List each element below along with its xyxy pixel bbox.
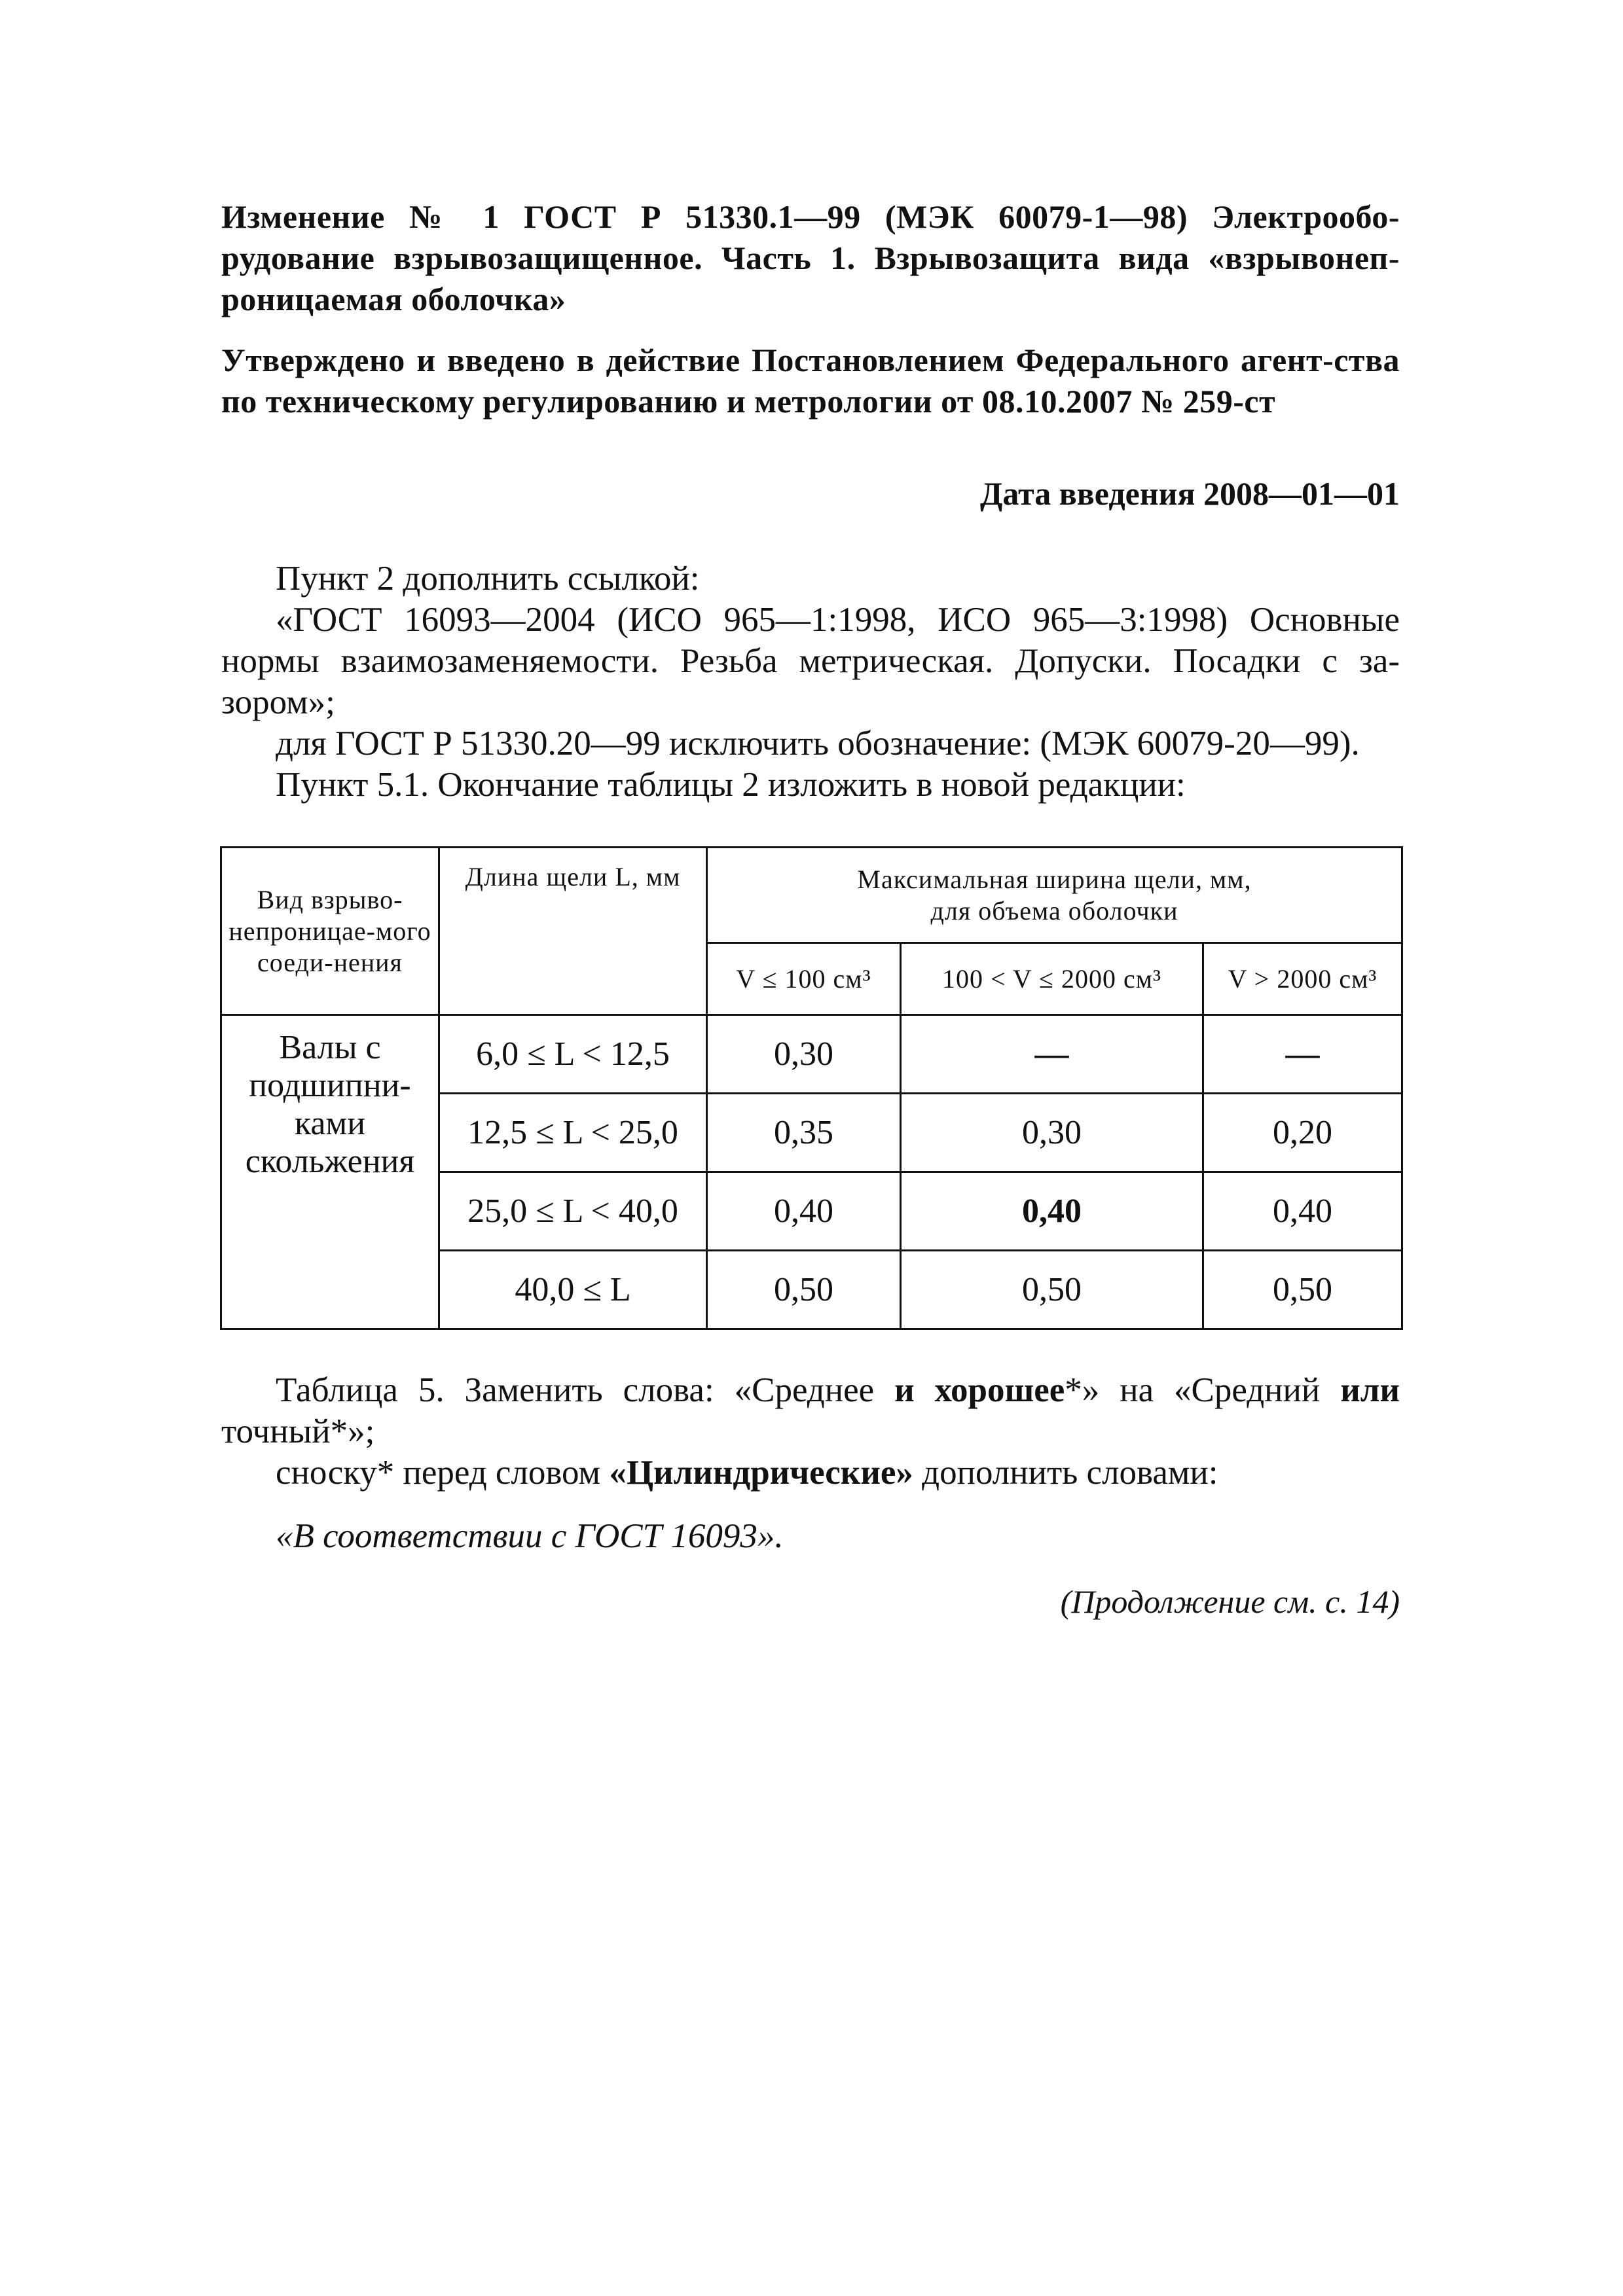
cell-value: 0,50 [1203, 1251, 1402, 1329]
cell-value: 0,30 [901, 1094, 1203, 1172]
cell-value: — [901, 1015, 1203, 1094]
table-row [221, 1015, 1402, 1094]
paragraph-exclude-designation: для ГОСТ Р 51330.20—99 исключить обозначение: (МЭК 60079-20—99). [276, 725, 1360, 762]
header-volume-medium: 100 < V ≤ 2000 см³ [901, 943, 1203, 1015]
cell-length: 6,0 ≤ L < 12,5 [439, 1015, 707, 1094]
text-segment: сноску* перед словом [276, 1454, 610, 1492]
paragraph-footnote [221, 1452, 1400, 1494]
header-gap-length: Длина щели L, мм [439, 848, 707, 1015]
gap-width-table [220, 846, 1403, 1330]
paragraph-quote: «В соответствии с ГОСТ 16093». [276, 1517, 784, 1555]
text-segment: *» на «Средний [1065, 1371, 1341, 1409]
cell-length: 40,0 ≤ L [439, 1251, 707, 1329]
row-label-shafts: Валы с подшипни-ками скольжения [221, 1015, 439, 1329]
cell-value: 0,30 [707, 1015, 901, 1094]
approval-statement: Утверждено и введено в действие Постановлением Федерального агент-ства по техническому регулированию и метрологии от 08.10.2007 № 259-ст [221, 342, 1400, 420]
cell-value: 0,50 [707, 1251, 901, 1329]
text-segment: дополнить словами: [913, 1454, 1218, 1492]
paragraph-reference-add: Пункт 2 дополнить ссылкой: [276, 560, 700, 598]
header-volume-large: V > 2000 см³ [1203, 943, 1402, 1015]
cell-length: 12,5 ≤ L < 25,0 [439, 1094, 707, 1172]
cell-value: 0,20 [1203, 1094, 1402, 1172]
document-title: Изменение № 1 ГОСТ Р 51330.1—99 (МЭК 60079-1—98) Электрообо-рудование взрывозащищенное. Часть 1. Взрывозащита вида «взрывонеп-роницаемая оболочка» [221, 198, 1400, 317]
text-bold-segment: или [1340, 1371, 1400, 1409]
paragraph-table5 [221, 1370, 1400, 1452]
text-segment: Таблица 5. Заменить слова: «Среднее [276, 1371, 895, 1409]
cell-value: 0,40 [1203, 1172, 1402, 1251]
text-bold-segment: и хорошее [894, 1371, 1065, 1409]
cell-length: 25,0 ≤ L < 40,0 [439, 1172, 707, 1251]
table5-amendment [221, 1370, 1400, 1557]
cell-value: 0,40 [901, 1172, 1203, 1251]
header-max-gap-width: Максимальная ширина щели, мм, для объема оболочки [707, 848, 1402, 943]
cell-value: 0,40 [707, 1172, 901, 1251]
cell-value: 0,35 [707, 1094, 901, 1172]
continuation-note: (Продолжение см. с. 14) [1060, 1583, 1400, 1620]
header-volume-small: V ≤ 100 см³ [707, 943, 901, 1015]
header-joint-type: Вид взрыво-непроницае-мого соеди-нения [221, 848, 439, 1015]
text-segment: точный*»; [221, 1412, 375, 1450]
text-bold-segment: «Цилиндрические» [609, 1454, 913, 1492]
cell-value: 0,50 [901, 1251, 1203, 1329]
paragraph-table-revision: Пункт 5.1. Окончание таблицы 2 изложить в новой редакции: [276, 766, 1186, 804]
paragraph-gost-reference: «ГОСТ 16093—2004 (ИСО 965—1:1998, ИСО 965—3:1998) Основные нормы взаимозаменяемости. Резьба метрическая. Допуски. Посадки с за-зором»; [221, 601, 1400, 721]
cell-value: — [1203, 1015, 1402, 1094]
effective-date: Дата введения 2008—01—01 [980, 475, 1400, 512]
amendment-text [221, 558, 1400, 806]
